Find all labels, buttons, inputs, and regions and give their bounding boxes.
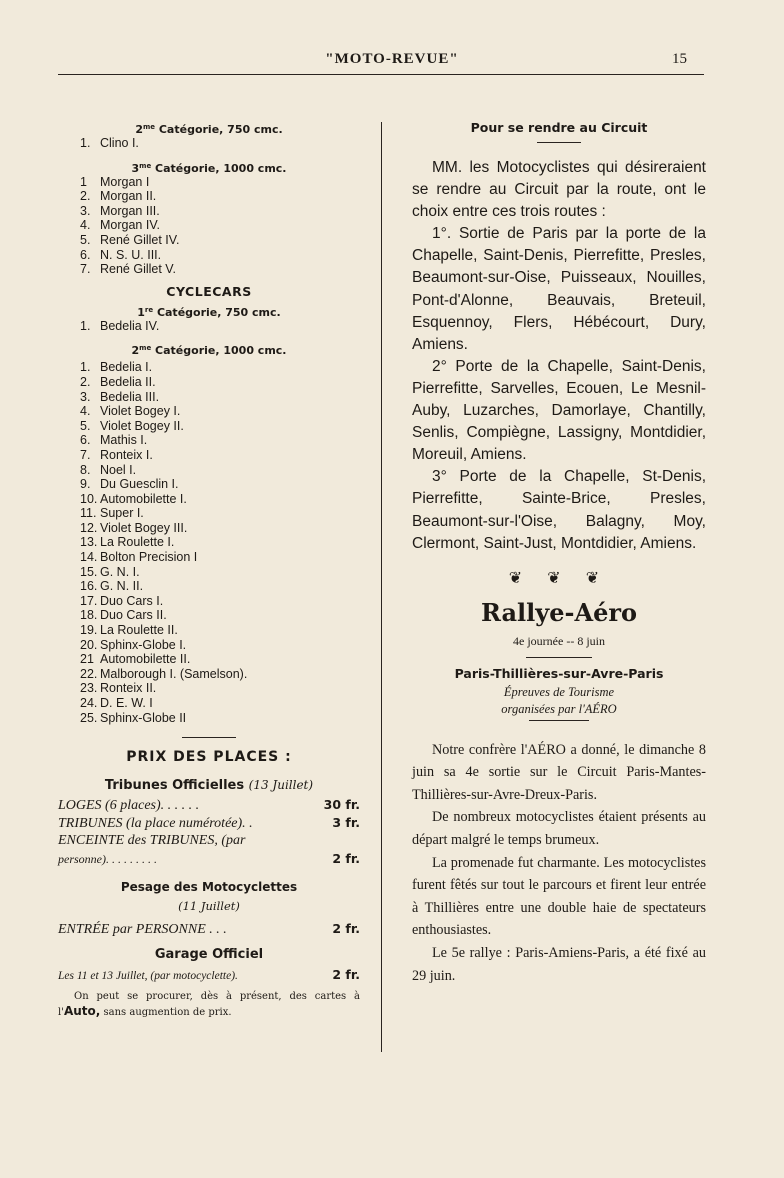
route-paragraph: 3° Porte de la Chapelle, St-Denis, Pierrefitte, Sainte-Brice, Presles, Beaumont-sur-l'Oise, Balagny, Moy, Clermont, Saint-Just, Montdidier, Amiens. [412, 468, 706, 552]
list-item-number: 6. [80, 247, 91, 262]
list-item-name: G. N. II. [100, 579, 144, 594]
pesage-heading: Pesage des Motocyclettes [120, 880, 298, 895]
epreuves-line: Épreuves de Tourisme [503, 684, 615, 699]
list-item-number: 4. [80, 404, 91, 419]
list-item [58, 375, 360, 390]
list-item [58, 681, 360, 696]
list-item [58, 638, 360, 653]
list-item [58, 419, 360, 434]
list-item [58, 319, 360, 334]
list-item [58, 608, 360, 623]
list-item-number: 14. [80, 550, 98, 565]
list-item-number: 20. [80, 637, 98, 652]
list-item [58, 506, 360, 521]
list-item-number: 25. [80, 710, 98, 725]
entry-list [58, 175, 360, 277]
price-row: TRIBUNES (la place numérotée). . 3 fr. [58, 815, 360, 832]
list-item-number: 5. [80, 232, 91, 247]
list-item-number: 7. [80, 262, 91, 277]
list-item-name: Bedelia II. [100, 374, 156, 389]
list-item-name: N. S. U. III. [100, 247, 162, 262]
article-paragraph: Le 5e rallye : Paris-Amiens-Paris, a été fixé au 29 juin. [412, 945, 706, 984]
price-row: Les 11 et 13 Juillet, (par motocyclette). 2 fr. [58, 967, 360, 983]
cyclecars-heading: CYCLECARS [166, 283, 252, 299]
list-item-name: Violet Bogey I. [100, 404, 181, 419]
garage-heading: Garage Officiel [154, 947, 264, 963]
ornament: ❦ ❦ ❦ [508, 567, 610, 587]
list-item [58, 262, 360, 277]
section-rule [526, 657, 592, 658]
list-item-name: Violet Bogey II. [100, 418, 184, 433]
list-item [58, 711, 360, 726]
list-item [58, 696, 360, 711]
column-divider [381, 122, 382, 1052]
list-item [58, 579, 360, 594]
list-item [58, 248, 360, 263]
list-item-name: Sphinx-Globe I. [100, 637, 187, 652]
list-item-number: 7. [80, 447, 91, 462]
price-row: ENTRÉE par PERSONNE . . . 2 fr. [58, 921, 360, 938]
list-item-name: René Gillet IV. [100, 232, 180, 247]
list-item-number: 2. [80, 374, 91, 389]
list-item [58, 189, 360, 204]
page-header-title: "MOTO-REVUE" [325, 51, 459, 67]
route-paragraph: MM. les Motocyclistes qui désireraient se rendre au Circuit par la route, ont le choix entre ces trois routes : [412, 159, 706, 221]
list-item [58, 448, 360, 463]
list-item-number: 3. [80, 389, 91, 404]
list-item-number: 2. [80, 189, 91, 204]
list-item-name: Noel I. [100, 462, 137, 477]
list-item [58, 433, 360, 448]
page-number: 15 [672, 51, 687, 67]
list-item-number: 23. [80, 681, 98, 696]
list-item-name: Super I. [100, 506, 144, 521]
list-item-name: Sphinx-Globe II [100, 710, 187, 725]
list-item-name: Violet Bogey III. [100, 520, 188, 535]
article-paragraph: De nombreux motocyclistes étaient présents au départ malgré le temps brumeux. [412, 809, 706, 849]
list-item [58, 136, 360, 151]
list-item-name: Bedelia IV. [100, 318, 160, 333]
route-paragraph: 2° Porte de la Chapelle, Saint-Denis, Pierrefitte, Sarvelles, Ecouen, Le Mesnil-Auby, Luzarches, Damorlaye, Chantilly, Senlis, Compiègne, Lassigny, Montdidier, Moreuil, Amiens. [412, 357, 706, 464]
list-item-number: 5. [80, 418, 91, 433]
list-item-name: Du Guesclin I. [100, 477, 179, 492]
list-item-number: 1. [80, 136, 91, 150]
list-item-number: 10. [80, 491, 98, 506]
category-heading: 1re Catégorie, 750 cmc. [137, 305, 281, 319]
list-item-number: 19. [80, 623, 98, 638]
list-item-name: Ronteix II. [100, 681, 157, 696]
entry-list [58, 136, 360, 151]
list-item [58, 652, 360, 667]
list-item-number: 21 [80, 652, 94, 667]
right-column [412, 118, 706, 987]
price-row: personne). . . . . . . . . 2 fr. [58, 851, 360, 867]
list-item-number: 1. [80, 360, 91, 375]
list-item [58, 175, 360, 190]
list-item-number: 1 [80, 174, 87, 189]
list-item-name: Bedelia III. [100, 389, 160, 404]
list-item-name: Malborough I. (Samelson). [100, 666, 248, 681]
list-item-number: 11. [80, 506, 97, 521]
list-item-name: Morgan III. [100, 203, 160, 218]
list-item [58, 218, 360, 233]
list-item [58, 477, 360, 492]
article-paragraph: La promenade fut charmante. Les motocyclistes furent fêtés sur tout le parcours et firent leur entrée à Thillières entre une double haie de spectateurs enthousiastes. [412, 854, 706, 939]
pesage-date: (11 Juillet) [178, 899, 240, 914]
list-item-name: Bedelia I. [100, 360, 153, 375]
list-item [58, 390, 360, 405]
list-item [58, 594, 360, 609]
list-item-number: 3. [80, 203, 91, 218]
list-item [58, 623, 360, 638]
list-item-number: 1. [80, 318, 91, 333]
list-item-name: La Roulette II. [100, 623, 178, 638]
list-item-number: 18. [80, 608, 98, 623]
header-rule [58, 74, 704, 75]
list-item-name: Morgan I [100, 174, 150, 189]
list-item [58, 521, 360, 536]
category-heading: $2^{me}$ Catégorie, 750 cmc. [135, 123, 283, 136]
route-heading: Paris-Thillières-sur-Avre-Paris [454, 665, 664, 681]
list-item-name: La Roulette I. [100, 535, 175, 550]
circuit-heading: Pour se rendre au Circuit [470, 120, 648, 135]
left-column [58, 118, 360, 1020]
list-item [58, 667, 360, 682]
list-item [58, 204, 360, 219]
price-row: ENCEINTE des TRIBUNES, (par [58, 833, 246, 849]
list-item-number: 9. [80, 477, 91, 492]
article-paragraph: Notre confrère l'AÉRO a donné, le dimanche 8 juin sa 4e sortie sur le Circuit Paris-Mantes-Thillières-sur-Avre-Dreux-Paris. [412, 741, 706, 803]
list-item-name: Bolton Precision I [100, 550, 198, 565]
list-item-number: 4. [80, 218, 91, 233]
list-item-number: 17. [80, 593, 98, 608]
list-item-number: 22. [80, 666, 98, 681]
list-item-name: Morgan IV. [100, 218, 160, 233]
list-item-name: Morgan II. [100, 189, 157, 204]
list-item-number: 8. [80, 462, 91, 477]
prix-title: PRIX DES PLACES : [126, 749, 292, 766]
route-paragraph: 1°. Sortie de Paris par la porte de la Chapelle, Saint-Denis, Pierrefitte, Presles, Beaumont-sur-Oise, Puisseaux, Nouilles, Pont-d'Alonne, Beauvais, Breteuil, Esquennoy, Flers, Hébécourt, Dury, Amiens. [412, 225, 706, 353]
list-item [58, 492, 360, 507]
list-item-name: D. E. W. I [100, 696, 153, 710]
list-item-name: Automobilette I. [100, 491, 187, 506]
list-item [58, 535, 360, 550]
section-rule [182, 737, 236, 738]
category-heading: $2^{me}$ Catégorie, 1000 cmc. [131, 344, 287, 358]
list-item-number: 12. [80, 520, 98, 535]
list-item-name: Duo Cars II. [100, 608, 167, 623]
list-item-number: 13. [80, 535, 98, 550]
list-item-name: G. N. I. [100, 564, 140, 579]
entry-list [58, 319, 360, 334]
list-item [58, 233, 360, 248]
price-row: LOGES (6 places). . . . . . 30 fr. [58, 797, 360, 814]
list-item [58, 463, 360, 478]
category-heading: $3^{me}$ Catégorie, 1000 cmc. [131, 161, 287, 175]
footnote: On peut se procurer, dès à présent, des cartes à l'Auto, sans augmention de prix. [58, 991, 360, 1019]
list-item [58, 550, 360, 565]
list-item-name: Clino I. [100, 136, 139, 150]
list-item-name: Ronteix I. [100, 447, 153, 462]
entry-list [58, 360, 360, 725]
list-item-name: René Gillet V. [100, 262, 176, 277]
list-item-number: 16. [80, 579, 98, 594]
organisees-line: organisées par l'AÉRO [501, 701, 617, 716]
list-item-number: 6. [80, 433, 91, 448]
list-item [58, 565, 360, 580]
journee-line: 4e journée -- 8 juin [513, 633, 605, 648]
list-item-name: Automobilette II. [100, 652, 191, 667]
list-item-number: 15. [80, 564, 98, 579]
list-item-name: Duo Cars I. [100, 593, 164, 608]
tribunes-heading: Tribunes Officielles (13 Juillet) [104, 778, 314, 794]
list-item-name: Mathis I. [100, 433, 148, 448]
list-item-number: 24. [80, 696, 98, 710]
list-item [58, 404, 360, 419]
list-item [58, 360, 360, 375]
rallye-title: Rallye-Aéro [481, 597, 637, 627]
